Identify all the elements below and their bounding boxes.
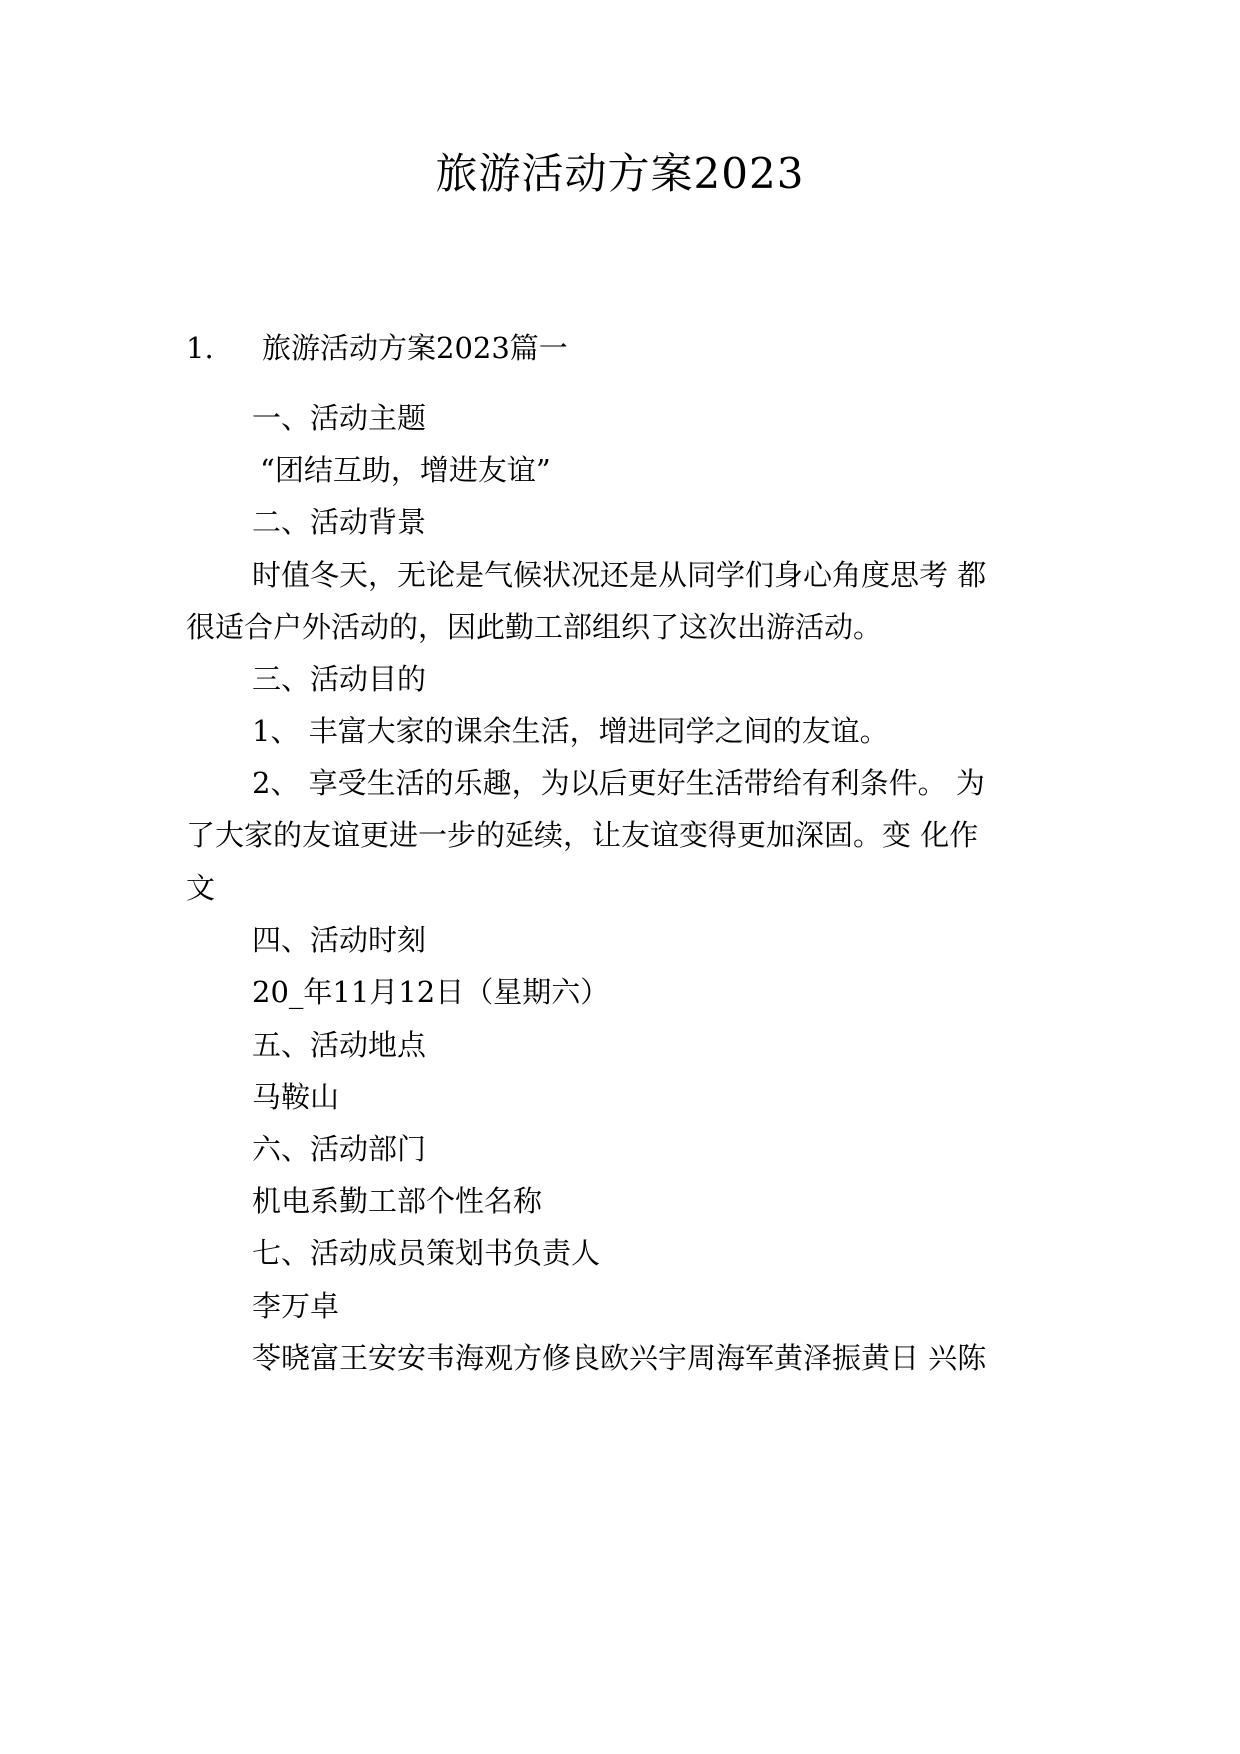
members-list-line: 苓晓富王安安韦海观方修良欧兴宇周海军黄泽振黄日 兴陈 [252, 1341, 987, 1375]
section-heading [186, 328, 568, 368]
purpose-item-2-line-1: 2、 享受生活的乐趣，为以后更好生活带给有利条件。 为 [252, 766, 985, 800]
activity-theme-text: “团结互助，增进友谊” [260, 453, 551, 487]
section-heading-text: 旅游活动方案2023篇一 [262, 331, 568, 365]
heading-activity-purpose: 三、活动目的 [252, 662, 427, 696]
document-title: 旅游活动方案2023 [435, 149, 805, 198]
heading-activity-members: 七、活动成员策划书负责人 [252, 1236, 601, 1270]
activity-department-text: 机电系勤工部个性名称 [252, 1184, 543, 1218]
activity-location-text: 马鞍山 [252, 1080, 340, 1114]
section-number: 1. [186, 331, 214, 365]
heading-activity-department: 六、活动部门 [252, 1132, 427, 1166]
members-lead-name: 李万卓 [252, 1289, 340, 1323]
purpose-item-2-line-3: 文 [186, 871, 216, 905]
purpose-item-1: 1、 丰富大家的课余生活，增进同学之间的友谊。 [252, 714, 889, 748]
background-paragraph-line-1: 时值冬天，无论是气候状况还是从同学们身心角度思考 都 [252, 558, 987, 592]
heading-activity-location: 五、活动地点 [252, 1028, 427, 1062]
heading-activity-background: 二、活动背景 [252, 505, 427, 539]
activity-time-text: 20_年11月12日（星期六） [252, 975, 610, 1009]
purpose-item-2-line-2: 了大家的友谊更进一步的延续，让友谊变得更加深固。变 化作 [186, 818, 979, 852]
background-paragraph-line-2: 很适合户外活动的，因此勤工部组织了这次出游活动。 [186, 610, 883, 644]
heading-activity-theme: 一、活动主题 [252, 401, 427, 435]
heading-activity-time: 四、活动时刻 [252, 923, 427, 957]
